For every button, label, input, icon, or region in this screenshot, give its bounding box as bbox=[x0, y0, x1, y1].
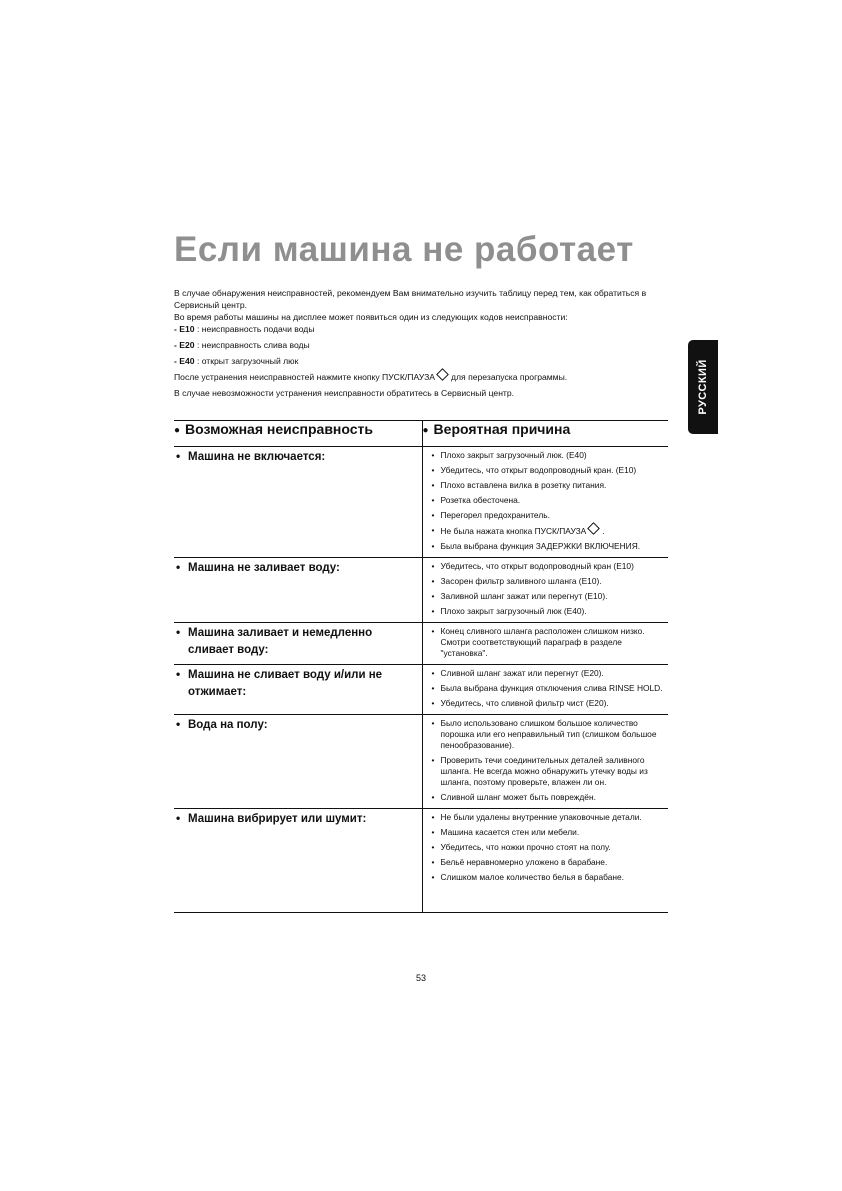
cause-cell bbox=[422, 665, 668, 715]
cause-item: • Убедитесь, что открыт водопроводный кран. (E10) bbox=[431, 465, 665, 476]
restart-instruction-start: После устранения неисправностей нажмите кнопку ПУСК/ПАУЗА bbox=[174, 372, 435, 382]
problem-text: • Вода на полу: bbox=[174, 715, 422, 738]
error-code-line bbox=[174, 355, 674, 367]
error-code-description: : неисправность подачи воды bbox=[196, 324, 315, 334]
intro-paragraph-3 bbox=[174, 371, 674, 383]
problem-cell bbox=[174, 665, 422, 715]
header-problem: ● Возможная неисправность bbox=[174, 421, 374, 437]
cause-item: • Бельё неравномерно уложено в барабане. bbox=[431, 857, 665, 868]
table-row bbox=[174, 715, 668, 809]
table-row bbox=[174, 447, 668, 558]
intro-paragraph-4: В случае невозможности устранения неисправности обратитесь в Сервисный центр. bbox=[174, 388, 515, 398]
cause-cell bbox=[422, 623, 668, 665]
cause-list bbox=[423, 715, 669, 808]
problem-cell bbox=[174, 715, 422, 809]
header-cause-label: Вероятная причина bbox=[433, 421, 571, 437]
cause-item: • Сливной шланг может быть повреждён. bbox=[431, 792, 665, 803]
error-code-line bbox=[174, 339, 674, 351]
cause-item: • Засорен фильтр заливного шланга (E10). bbox=[431, 576, 665, 587]
cause-item: • Была выбрана функция отключения слива RINSE HOLD. bbox=[431, 683, 665, 694]
problem-text: • Машина не включается: bbox=[174, 447, 422, 470]
cause-item: • Плохо вставлена вилка в розетку питания. bbox=[431, 480, 665, 491]
cause-list bbox=[423, 623, 669, 664]
cause-item: • Плохо закрыт загрузочный люк. (E40) bbox=[431, 450, 665, 461]
cause-item: • Заливной шланг зажат или перегнут (E10). bbox=[431, 591, 665, 602]
cause-item: • Плохо закрыт загрузочный люк (E40). bbox=[431, 606, 665, 617]
table-row bbox=[174, 558, 668, 623]
table-row bbox=[174, 623, 668, 665]
start-pause-icon bbox=[436, 368, 449, 381]
problem-cell bbox=[174, 809, 422, 913]
problem-text: • Машина вибрирует или шумит: bbox=[174, 809, 422, 832]
cause-item: • Не были удалены внутренние упаковочные детали. bbox=[431, 812, 665, 823]
problem-text: • Машина заливает и немедленно сливает воду: bbox=[174, 623, 422, 663]
cause-item: • Проверить течи соединительных деталей заливного шланга. Не всегда можно обнаружить утечку воды из шланга, поэтому проверьте, влажен ли он. bbox=[431, 755, 665, 788]
error-code-line bbox=[174, 323, 674, 335]
intro-paragraph-2: Во время работы машины на дисплее может появиться один из следующих кодов неисправности: bbox=[174, 312, 568, 322]
problem-text: • Машина не заливает воду: bbox=[174, 558, 422, 581]
error-code-description: : неисправность слива воды bbox=[196, 340, 310, 350]
cause-list bbox=[423, 558, 669, 622]
cause-item-text: Не была нажата кнопка ПУСК/ПАУЗА bbox=[440, 526, 587, 536]
cause-cell bbox=[422, 715, 668, 809]
intro-paragraph-1: В случае обнаружения неисправностей, рекомендуем Вам внимательно изучить таблицу перед тем, как обратиться в Сервисный центр. bbox=[174, 288, 647, 310]
cause-list bbox=[423, 447, 669, 557]
cause-item: • Была выбрана функция ЗАДЕРЖКИ ВКЛЮЧЕНИЯ. bbox=[431, 541, 665, 552]
error-code: - E40 bbox=[174, 356, 195, 366]
cause-item: • Слишком малое количество белья в барабане. bbox=[431, 872, 665, 883]
cause-item: • Убедитесь, что открыт водопроводный кран (E10) bbox=[431, 561, 665, 572]
cause-item: • Убедитесь, что сливной фильтр чист (E20). bbox=[431, 698, 665, 709]
language-tab bbox=[688, 340, 718, 434]
troubleshooting-table bbox=[174, 420, 668, 913]
cause-cell bbox=[422, 809, 668, 913]
cause-item: • Розетка обесточена. bbox=[431, 495, 665, 506]
cause-item: • Сливной шланг зажат или перегнут (E20). bbox=[431, 668, 665, 679]
start-pause-icon bbox=[587, 522, 600, 535]
header-cause: ● Вероятная причина bbox=[422, 421, 668, 447]
cause-item: • Не была нажата кнопка ПУСК/ПАУЗА . bbox=[431, 525, 665, 537]
cause-item: • Убедитесь, что ножки прочно стоят на полу. bbox=[431, 842, 665, 853]
cause-cell bbox=[422, 558, 668, 623]
intro-text bbox=[174, 287, 674, 399]
problem-cell bbox=[174, 623, 422, 665]
problem-text: • Машина не сливает воду и/или не отжимает: bbox=[174, 665, 422, 705]
table-row bbox=[174, 665, 668, 715]
language-tab-label: РУССКИЙ bbox=[697, 359, 709, 415]
problem-cell bbox=[174, 558, 422, 623]
problem-cell bbox=[174, 447, 422, 558]
cause-item: • Было использовано слишком большое количество порошка или его неправильный тип (слишком большое пенообразование). bbox=[431, 718, 665, 751]
page-number: 53 bbox=[415, 973, 426, 983]
cause-list bbox=[423, 809, 669, 888]
table-row bbox=[174, 809, 668, 913]
cause-list bbox=[423, 665, 669, 714]
restart-instruction-end: для перезапуска программы. bbox=[451, 372, 568, 382]
cause-cell bbox=[422, 447, 668, 558]
cause-item: • Конец сливного шланга расположен слишком низко. Смотри соответствующий параграф в разделе "установка". bbox=[431, 626, 665, 659]
cause-item: • Перегорел предохранитель. bbox=[431, 510, 665, 521]
cause-item: • Машина касается стен или мебели. bbox=[431, 827, 665, 838]
error-code: - E20 bbox=[174, 340, 195, 350]
error-code: - E10 bbox=[174, 324, 195, 334]
page-title: Если машина не работает bbox=[174, 230, 634, 269]
table-header-row bbox=[174, 421, 668, 447]
header-problem-label: Возможная неисправность bbox=[185, 421, 374, 437]
error-code-description: : открыт загрузочный люк bbox=[196, 356, 299, 366]
